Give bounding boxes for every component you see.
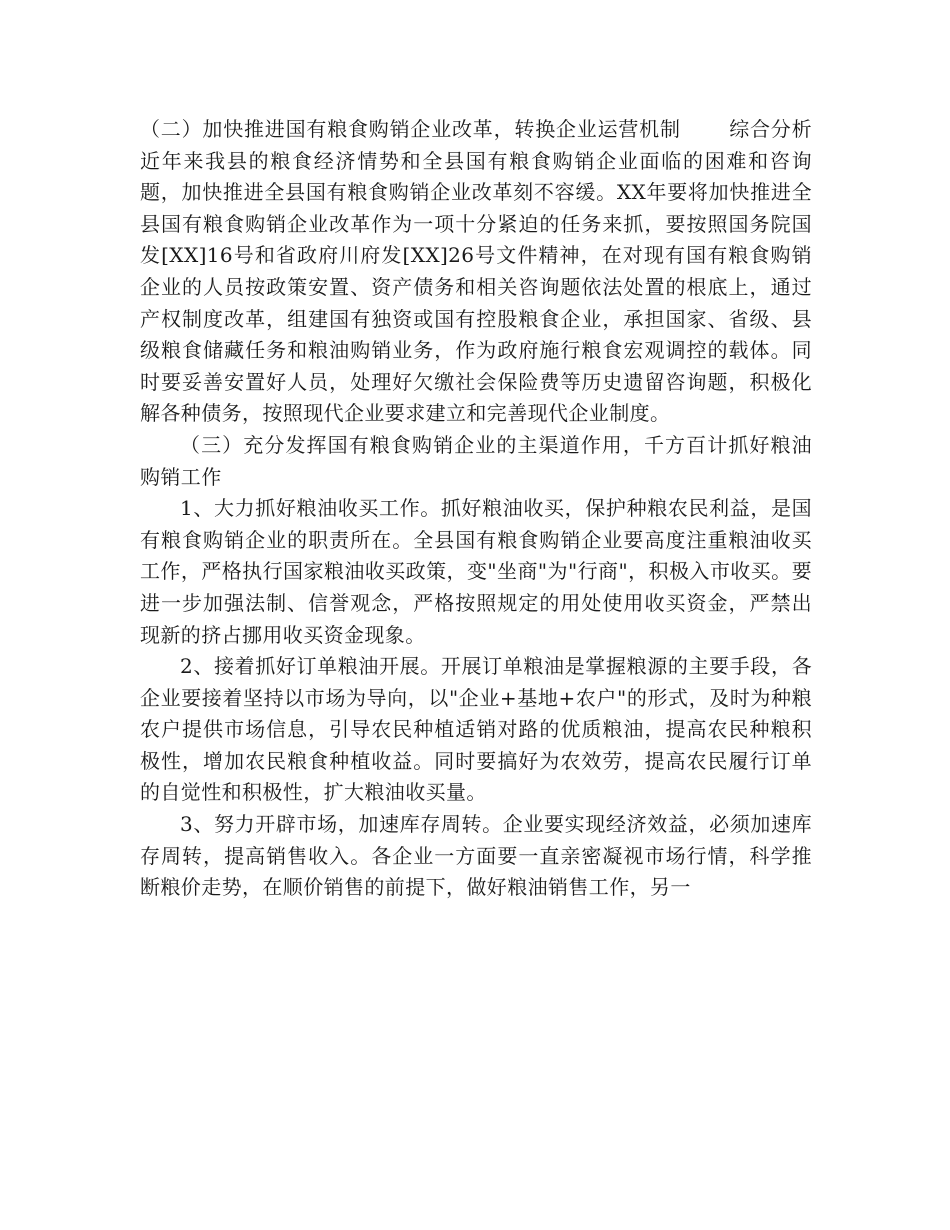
section-3-heading: （三）充分发挥国有粮食购销企业的主渠道作用，千方百计抓好粮油购销工作 (140, 432, 812, 489)
section-2-paragraph (140, 114, 812, 430)
section-2-heading: （二）加快推进国有粮食购销企业改革，转换企业运营机制 (140, 117, 681, 141)
document-page (140, 114, 812, 904)
section-2-body: 综合分析近年来我县的粮食经济情势和全县国有粮食购销企业面临的困难和咨询题，加快推进全县国有粮食购销企业改革刻不容缓。XX年要将加快推进全县国有粮食购销企业改革作为一项十分紧迫的任务来抓，要按照国务院国发[XX]16号和省政府川府发[XX]26号文件精神，在对现有国有粮食购销企业的人员按政策安置、资产债务和相关咨询题依法处置的根底上，通过产权制度改革，组建国有独资或国有控股粮食企业，承担国家、省级、县级粮食储藏任务和粮油购销业务，作为政府施行粮食宏观调控的载体。同时要妥善安置好人员，处理好欠缴社会保险费等历史遗留咨询题，积极化解各种债务，按照现代企业要求建立和完善现代企业制度。 (140, 117, 812, 426)
item-2-paragraph: 2、接着抓好订单粮油开展。开展订单粮油是掌握粮源的主要手段，各企业要接着坚持以市场为导向，以"企业+基地+农户"的形式，及时为种粮农户提供市场信息，引导农民种植适销对路的优质粮油，提高农民种粮积极性，增加农民粮食种植收益。同时要搞好为农效劳，提高农民履行订单的自觉性和积极性，扩大粮油收买量。 (140, 654, 812, 805)
item-1-paragraph: 1、大力抓好粮油收买工作。抓好粮油收买，保护种粮农民利益，是国有粮食购销企业的职责所在。全县国有粮食购销企业要高度注重粮油收买工作，严格执行国家粮油收买政策，变"坐商"为"行商"，积极入市收买。要进一步加强法制、信誉观念，严格按照规定的用处使用收买资金，严禁出现新的挤占挪用收买资金现象。 (140, 496, 812, 647)
item-3-paragraph: 3、努力开辟市场，加速库存周转。企业要实现经济效益，必须加速库存周转，提高销售收入。各企业一方面要一直亲密凝视市场行情，科学推断粮价走势，在顺价销售的前提下，做好粮油销售工作，另一 (140, 812, 812, 900)
